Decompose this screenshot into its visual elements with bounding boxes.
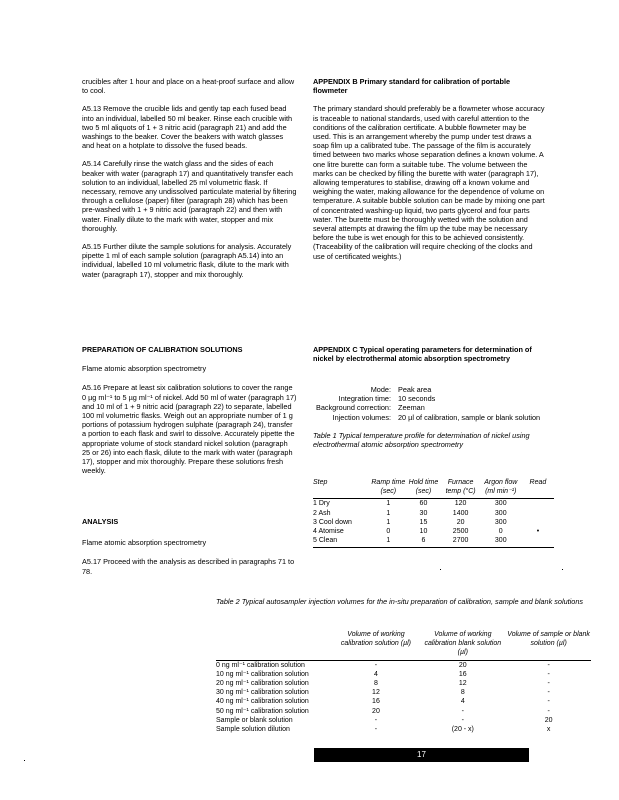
- table-cell: 30: [419, 509, 428, 517]
- param-row: [313, 403, 553, 412]
- table2-row: [216, 670, 591, 679]
- table-cell: [522, 509, 554, 518]
- table-cell: 3 Cool down: [313, 518, 352, 526]
- table2-row: [216, 697, 591, 706]
- table2-injection-volumes: [216, 630, 591, 734]
- table-cell: 1 Dry: [313, 500, 330, 508]
- table-cell: 20 ng ml⁻¹ calibration solution: [216, 680, 309, 688]
- table-cell: 15: [419, 518, 428, 526]
- table-cell: 1: [371, 536, 405, 548]
- table-cell: 4 Atomise: [313, 528, 344, 536]
- table2-row: [216, 688, 591, 697]
- table-cell: [522, 518, 554, 527]
- table-cell: Sample solution dilution: [216, 726, 290, 734]
- table-cell: 300: [480, 536, 522, 548]
- table1-header-argon: Argon flow (ml min⁻¹): [480, 478, 522, 499]
- param-row: [313, 394, 553, 403]
- paragraph-a5-13: A5.13 Remove the crucible lids and gently tap each fused bead into an individual, labelled 50 ml beaker. Rinse each crucible with two 5 ml aliquots of 1 + 3 nitric acid (paragraph 21) and add the washings to the beaker. Cover the beakers with watch glasses and heat on a hotplate to dissolve the fused beads.: [82, 104, 293, 151]
- page-number-bar: [314, 748, 529, 762]
- table-cell: 60: [419, 500, 428, 508]
- table2-caption: Table 2 Typical autosampler injection volumes for the in-situ preparation of calibration, sample and blank solutions: [216, 597, 584, 606]
- table-cell: 20: [458, 661, 467, 669]
- param-key: Integration time:: [338, 394, 391, 404]
- table-cell: -: [461, 707, 464, 715]
- table2-row: [216, 716, 591, 725]
- table2-header-blank: [216, 630, 333, 660]
- table-cell: •: [536, 528, 540, 536]
- table2-row: [216, 725, 591, 734]
- calibration-section: [82, 345, 297, 484]
- appendix-b-title: APPENDIX B Primary standard for calibration of portable flowmeter: [313, 77, 511, 96]
- table-cell: 2700: [442, 536, 480, 548]
- table-cell: -: [374, 726, 378, 734]
- left-column: [82, 77, 297, 288]
- table-cell: 0 ng ml⁻¹ calibration solution: [216, 661, 305, 669]
- analysis-section: [82, 517, 297, 585]
- table2-body: [216, 660, 591, 734]
- table-cell: 12: [458, 680, 467, 688]
- table-cell: 50 ng ml⁻¹ calibration solution: [216, 707, 309, 715]
- table2-header-blank-solution: Volume of working calibration blank solution (µl): [419, 630, 506, 660]
- appendix-c: [313, 345, 545, 363]
- param-value: Zeeman: [398, 403, 425, 413]
- table-cell: 20: [544, 716, 553, 724]
- param-row: [313, 413, 553, 422]
- table-cell: [522, 499, 554, 509]
- table-cell: [522, 536, 554, 548]
- table1-header-row: [313, 478, 554, 499]
- appendix-b-body: The primary standard should preferably be a flowmeter whose accuracy is traceable to national standards, used with careful attention to the conditions of the calibration certificate. A bubble flowmeter may be used. This is an arrangement whereby the pump under test draws a soap film up a calibrated tube. The passage of the film is accurately timed between two marks whose separation defines a known volume. A one litre burette can form a suitable tube. The volume between the marks can be checked by filling the burette with water (paragraph 17), allowing temperatures to stabilise, drawing off a known volume and weighing the water, making allowance for the dependence of volume on temperature. A suitable bubble solution can be made by mixing one part of concentrated washing-up liquid, two parts glycerol and four parts water. The burette must be thoroughly wetted with the solution and several attempts at drawing the film up the tube may be necessary before the tube is wet enough for this to be achieved consistently. (Traceability of the calibration will require checking of the clocks and use of certificated weights.): [313, 104, 545, 261]
- table1-header-step: Step: [313, 478, 371, 499]
- table1-row: [313, 527, 554, 536]
- table-cell: x: [546, 726, 551, 734]
- table2-row: [216, 660, 591, 670]
- table-cell: Sample or blank solution: [216, 716, 293, 724]
- table-cell: -: [547, 707, 550, 715]
- table-cell: 0: [498, 528, 503, 536]
- table-cell: 6: [405, 536, 441, 548]
- paragraph-a5-15: A5.15 Further dilute the sample solutions for analysis. Accurately pipette 1 ml of each sample solution (paragraph A5.14) into an individual, labelled 10 ml volumetric flask, dilute to the mark with water (paragraph 17), stopper and mix thoroughly.: [82, 242, 292, 279]
- table1-row: [313, 499, 554, 509]
- table-cell: 8: [373, 680, 378, 688]
- table1-temperature-profile: [313, 478, 554, 548]
- table-cell: 120: [454, 500, 467, 508]
- table-cell: -: [547, 670, 550, 678]
- scan-speck: [562, 569, 563, 570]
- table-cell: 4: [460, 698, 465, 706]
- paragraph-a5-17: A5.17 Proceed with the analysis as described in paragraphs 71 to 78.: [82, 557, 295, 576]
- table-cell: 2 Ash: [313, 509, 331, 517]
- table2-header-sample: Volume of sample or blank solution (µl): [506, 630, 591, 660]
- appendix-c-title: APPENDIX C Typical operating parameters for determination of nickel by electrothermal atomic absorption spectrometry: [313, 345, 532, 364]
- table-cell: 5 Clean: [313, 536, 371, 548]
- table-cell: -: [374, 716, 378, 724]
- param-key: Injection volumes:: [332, 412, 391, 422]
- table-cell: 20: [456, 518, 465, 526]
- table-cell: 1400: [452, 509, 469, 517]
- param-row: [313, 385, 553, 394]
- table-cell: -: [547, 689, 550, 697]
- table-cell: 8: [460, 689, 465, 697]
- table2-row: [216, 679, 591, 688]
- table-cell: 1: [386, 500, 391, 508]
- scan-speck: [24, 760, 25, 761]
- table-cell: (20 - x): [451, 726, 474, 734]
- table2-header-working-calibration: Volume of working calibration solution (µl): [333, 630, 420, 660]
- table1-caption: Table 1 Typical temperature profile for determination of nickel using electrothermal atomic absorption spectrometry: [313, 430, 530, 450]
- param-key: Background correction:: [315, 403, 391, 413]
- operating-parameters: [313, 385, 553, 449]
- subheading-flame-aas-prep: Flame atomic absorption spectrometry: [82, 364, 207, 374]
- table-cell: 1: [386, 518, 391, 526]
- table1-header-ramp: Ramp time (sec): [371, 478, 405, 499]
- table-cell: 300: [494, 509, 507, 517]
- table-cell: -: [547, 661, 550, 669]
- table1-row: [313, 536, 554, 548]
- table-cell: 300: [494, 518, 507, 526]
- table-cell: 2500: [452, 528, 469, 536]
- table2-caption-wrap: [216, 597, 611, 606]
- table-cell: 10: [419, 528, 428, 536]
- table-cell: -: [547, 698, 550, 706]
- param-value: Peak area: [398, 385, 432, 394]
- table-cell: -: [547, 680, 550, 688]
- param-value: 20 µl of calibration, sample or blank solution: [398, 412, 541, 422]
- table-cell: 16: [458, 670, 467, 678]
- heading-analysis: ANALYSIS: [82, 517, 119, 526]
- table-cell: 10 ng ml⁻¹ calibration solution: [216, 670, 309, 678]
- table-cell: 16: [372, 698, 380, 706]
- table1-header-temp: Furnace temp (°C): [442, 478, 480, 499]
- table1-header-read: Read: [522, 478, 554, 499]
- table1-row: [313, 518, 554, 527]
- heading-preparation: PREPARATION OF CALIBRATION SOLUTIONS: [82, 345, 243, 354]
- table-cell: 40 ng ml⁻¹ calibration solution: [216, 698, 309, 706]
- table-cell: 300: [494, 500, 507, 508]
- subheading-flame-aas-analysis: Flame atomic absorption spectrometry: [82, 538, 207, 548]
- paragraph-a5-16: A5.16 Prepare at least six calibration solutions to cover the range 0 µg ml⁻¹ to 5 µg ml⁻¹ of nickel. Add 50 ml of water (paragraph 17) and 10 ml of 1 + 9 nitric acid (paragraph 22) to separate, labelled 100 ml volumetric flasks. Weigh out an appropriate number of 1 g portions of potassium hydrogen sulphate (paragraph 24), transfer a portion to each flask and swirl to dissolve. Accurately pipette the appropriate volume of stock standard nickel solution (paragraph 25 or 26) into each flask, dilute to the mark with water (paragraph 17), stopper and mix thoroughly. Prepare these solutions fresh weekly.: [82, 383, 297, 476]
- table1-row: [313, 509, 554, 518]
- table-cell: 20: [372, 707, 380, 715]
- table1-body: [313, 499, 554, 548]
- page-number: 17: [417, 750, 426, 759]
- appendix-b: [313, 77, 545, 270]
- table-cell: 0: [386, 528, 391, 536]
- table-cell: 12: [372, 689, 380, 697]
- table-cell: 4: [373, 670, 378, 678]
- table-cell: 1: [386, 509, 391, 517]
- table2-header-row: [216, 630, 591, 660]
- intro-paragraph: crucibles after 1 hour and place on a heat-proof surface and allow to cool.: [82, 77, 295, 96]
- table2-row: [216, 707, 591, 716]
- scan-speck: [440, 569, 441, 570]
- table-cell: -: [461, 716, 464, 724]
- table1-header-hold: Hold time (sec): [405, 478, 441, 499]
- paragraph-a5-14: A5.14 Carefully rinse the watch glass and the sides of each beaker with water (paragraph 17) and quantitatively transfer each solution to an individual, labelled 25 ml volumetric flask. If necessary, remove any undissolved particulate material by filtering through a cellulose (paper) filter (paragraph 28) which has been pre-washed with 1 + 9 nitric acid (paragraph 22) and then with water. Finally dilute to the mark with water, stopper and mix thoroughly.: [82, 159, 297, 233]
- param-value: 10 seconds: [398, 394, 436, 404]
- table-cell: -: [374, 661, 378, 669]
- table-cell: 30 ng ml⁻¹ calibration solution: [216, 689, 309, 697]
- param-key: Mode:: [370, 385, 391, 394]
